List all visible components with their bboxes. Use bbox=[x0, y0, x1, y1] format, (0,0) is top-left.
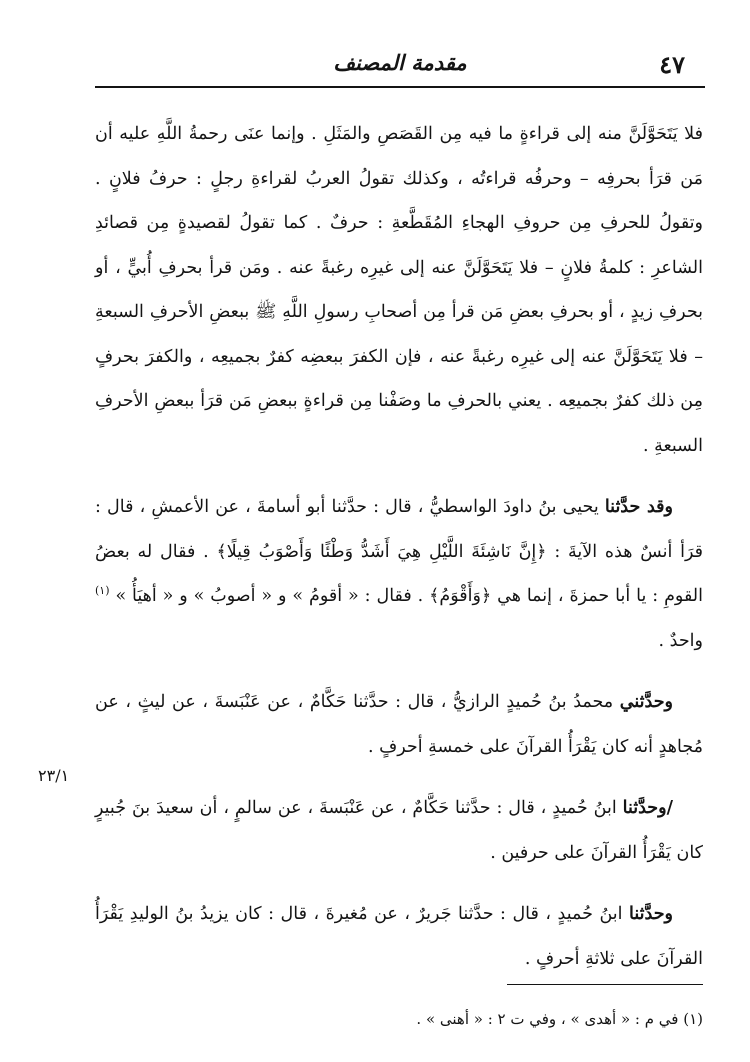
paragraph-text: محمدُ بنُ حُميدٍ الرازيُّ ، قال : حدَّثنا حَكَّامٌ ، عن عَنْبَسةَ ، عن ليثٍ ، عن مُجاهدٍ أنه كان يَقْرَأُ القرآنَ على خمسةِ أحرفٍ . bbox=[95, 692, 703, 757]
paragraph-tail: واحدٌ . bbox=[658, 630, 703, 651]
paragraph-2 bbox=[95, 485, 703, 663]
paragraph-text: ابنُ حُميدٍ ، قال : حدَّثنا حَكَّامٌ ، عن عَنْبَسةَ ، عن سالمٍ ، أن سعيدَ بنَ جُبيرٍ كان يَقْرَأُ القرآنَ على حرفين . bbox=[95, 798, 703, 863]
main-text bbox=[95, 112, 703, 998]
page-number: ٤٧ bbox=[659, 50, 685, 79]
paragraph-text: يحيى بنُ داودَ الواسطيُّ ، قال : حدَّثنا أبو أسامةَ ، عن الأعمشِ ، قال : قرَأ أنسٌ هذه الآيةَ : ﴿إِنَّ نَاشِئَةَ اللَّيْلِ هِيَ أَشَدُّ وَطْئًا وَأَصْوَبُ قِيلًا﴾ . فقال له بعضُ القومِ : يا أبا حمزةَ ، إنما هي ﴿وَأَقْوَمُ﴾ . فقال : « أقومُ » و « أصوبُ » و « أهيَأُ » bbox=[95, 497, 703, 606]
header-rule bbox=[95, 86, 705, 88]
footnote-rule bbox=[507, 984, 703, 985]
isnad-lead: وحدَّثني bbox=[619, 692, 673, 712]
isnad-lead: /وحدَّثنا bbox=[622, 798, 673, 818]
paragraph-4 bbox=[95, 786, 703, 875]
isnad-lead: وقد حدَّثنا bbox=[604, 497, 673, 517]
footnote: (١) في م : « أهدى » ، وفي ت ٢ : « أهنى » . bbox=[416, 1010, 703, 1028]
paragraph-3 bbox=[95, 680, 703, 769]
running-title: مقدمة المصنف bbox=[333, 50, 467, 75]
paragraph-1 bbox=[95, 112, 703, 468]
isnad-lead: وحدَّثنا bbox=[629, 904, 673, 924]
page-header bbox=[95, 40, 705, 90]
manuscript-margin-note: ٢٣/١ bbox=[38, 766, 70, 785]
paragraph-text: ابنُ حُميدٍ ، قال : حدَّثنا جَريرٌ ، عن مُغيرةَ ، قال : كان يزيدُ بنُ الوليدِ يَقْرَأُ القرآنَ على ثلاثةِ أحرفٍ . bbox=[95, 904, 703, 969]
footnote-marker[interactable]: (١) bbox=[95, 584, 110, 598]
paragraph-5 bbox=[95, 892, 703, 981]
paragraph-text: فلا يَتَحَوَّلَنَّ منه إلى قراءةٍ ما فيه مِن القَصَصِ والمَثَلِ . وإنما عنَى رحمةُ اللَّهِ عليه أن مَن قرَأ بحرفِه – وحرفُه قراءتُه ، وكذلك تقولُ العربُ لقراءةِ رجلٍ : حرفُ فلانٍ . وتقولُ للحرفِ مِن حروفِ الهجاءِ المُقَطَّعةِ : حرفٌ . كما تقولُ لقصيدةٍ مِن قصائدِ الشاعرِ : كلمةُ فلانٍ – فلا يَتَحَوَّلَنَّ عنه إلى غيرِه رغبةً عنه . ومَن قرأ بحرفِ أُبيٍّ ، أو بحرفِ زيدٍ ، أو بحرفِ بعضِ مَن قرأ مِن أصحابِ رسولِ اللَّهِ ﷺ ببعضِ الأحرفِ السبعةِ – فلا يَتَحَوَّلَنَّ عنه إلى غيرِه رغبةً عنه ، فإن الكفرَ ببعضِه كفرٌ بجميعِه ، والكفرَ بحرفٍ مِن ذلك كفرٌ بجميعِه . يعني بالحرفِ ما وصَفْنا مِن قراءةٍ ببعضِ مَن قرَأ ببعضِ الأحرفِ السبعةِ . bbox=[95, 124, 703, 456]
